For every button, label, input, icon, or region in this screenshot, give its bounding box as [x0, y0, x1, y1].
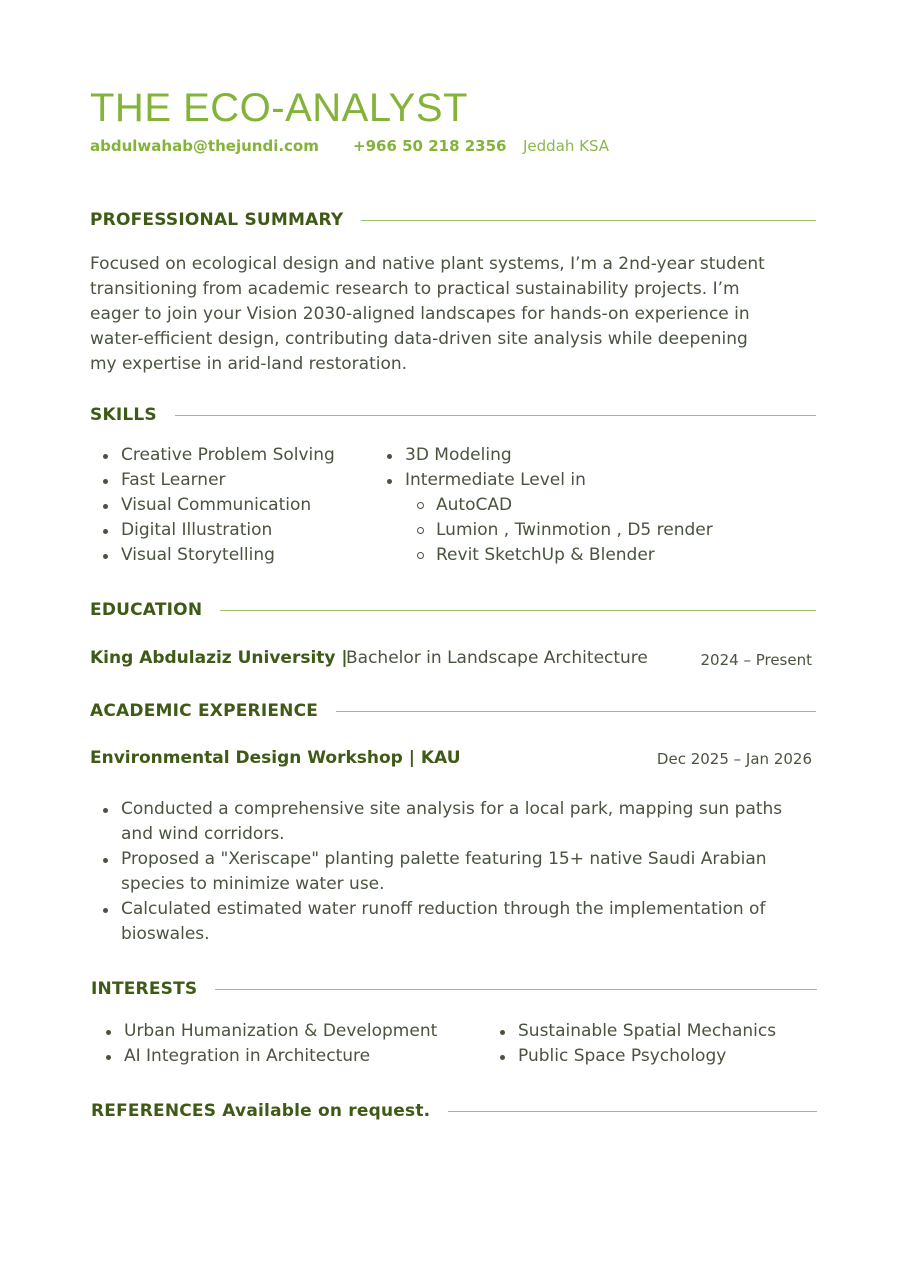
- references-section-title: REFERENCES Available on request.: [91, 1101, 431, 1121]
- education-entry: [90, 648, 816, 672]
- skill-item: Visual Communication: [90, 493, 335, 518]
- experience-bullet: Proposed a "Xeriscape" planting palette featuring 15+ native Saudi Arabian species to minimize water use.: [90, 847, 790, 897]
- section-divider: [336, 711, 816, 712]
- education-dates: 2024 – Present: [700, 651, 812, 669]
- skills-section-title: SKILLS: [90, 405, 157, 425]
- software-item: AutoCAD: [405, 493, 713, 518]
- skill-item: Visual Storytelling: [90, 543, 335, 568]
- references-section-header: [91, 1099, 817, 1123]
- experience-dates: Dec 2025 – Jan 2026: [656, 750, 812, 768]
- summary-line: eager to join your Vision 2030-aligned landscapes for hands-on experience in: [90, 304, 750, 324]
- skill-item: [374, 468, 713, 568]
- skill-item: Fast Learner: [90, 468, 335, 493]
- skills-list-left: [90, 443, 335, 568]
- interests-list-right: [487, 1019, 776, 1069]
- skill-item-label: Intermediate Level in: [405, 470, 586, 490]
- experience-bullet: Conducted a comprehensive site analysis for a local park, mapping sun paths and wind corridors.: [90, 797, 790, 847]
- section-divider: [448, 1111, 817, 1112]
- education-section-header: [90, 598, 816, 622]
- summary-text: [90, 252, 816, 377]
- experience-title: Environmental Design Workshop | KAU: [90, 748, 461, 768]
- education-degree: Bachelor in Landscape Architecture: [346, 648, 648, 668]
- summary-line: water-efficient design, contributing data-driven site analysis while deepening: [90, 329, 748, 349]
- skill-item: Digital Illustration: [90, 518, 335, 543]
- experience-section-header: [90, 699, 816, 723]
- contact-phone[interactable]: +966 50 218 2356: [353, 137, 507, 155]
- section-divider: [175, 415, 816, 416]
- software-sublist: [405, 493, 713, 568]
- summary-section-header: [90, 208, 816, 232]
- skills-section-header: [90, 403, 816, 427]
- contact-email[interactable]: abdulwahab@thejundi.com: [90, 137, 319, 155]
- summary-section-title: PROFESSIONAL SUMMARY: [90, 210, 344, 230]
- resume-name: THE ECO-ANALYST: [90, 86, 468, 130]
- education-school: King Abdulaziz University |: [90, 648, 348, 668]
- interests-list-left: [93, 1019, 437, 1069]
- summary-line: Focused on ecological design and native plant systems, I’m a 2nd-year student: [90, 254, 765, 274]
- summary-line: my expertise in arid-land restoration.: [90, 354, 408, 374]
- interests-section-title: INTERESTS: [91, 979, 198, 999]
- skill-item: Creative Problem Solving: [90, 443, 335, 468]
- section-divider: [220, 610, 816, 611]
- interest-item: AI Integration in Architecture: [93, 1044, 437, 1069]
- interest-item: Urban Humanization & Development: [93, 1019, 437, 1044]
- interest-item: Public Space Psychology: [487, 1044, 776, 1069]
- experience-entry-header: [90, 748, 816, 772]
- experience-section-title: ACADEMIC EXPERIENCE: [90, 701, 319, 721]
- experience-bullets: [90, 797, 790, 947]
- software-item: Revit SketchUp & Blender: [405, 543, 713, 568]
- skill-item: 3D Modeling: [374, 443, 713, 468]
- experience-bullet: Calculated estimated water runoff reduction through the implementation of bioswales.: [90, 897, 790, 947]
- summary-line: transitioning from academic research to practical sustainability projects. I’m: [90, 279, 740, 299]
- contact-location: Jeddah KSA: [523, 137, 610, 155]
- section-divider: [361, 220, 816, 221]
- software-item: Lumion , Twinmotion , D5 render: [405, 518, 713, 543]
- skills-list-right: [374, 443, 713, 568]
- education-section-title: EDUCATION: [90, 600, 203, 620]
- interest-item: Sustainable Spatial Mechanics: [487, 1019, 776, 1044]
- interests-section-header: [91, 977, 817, 1001]
- section-divider: [215, 989, 817, 990]
